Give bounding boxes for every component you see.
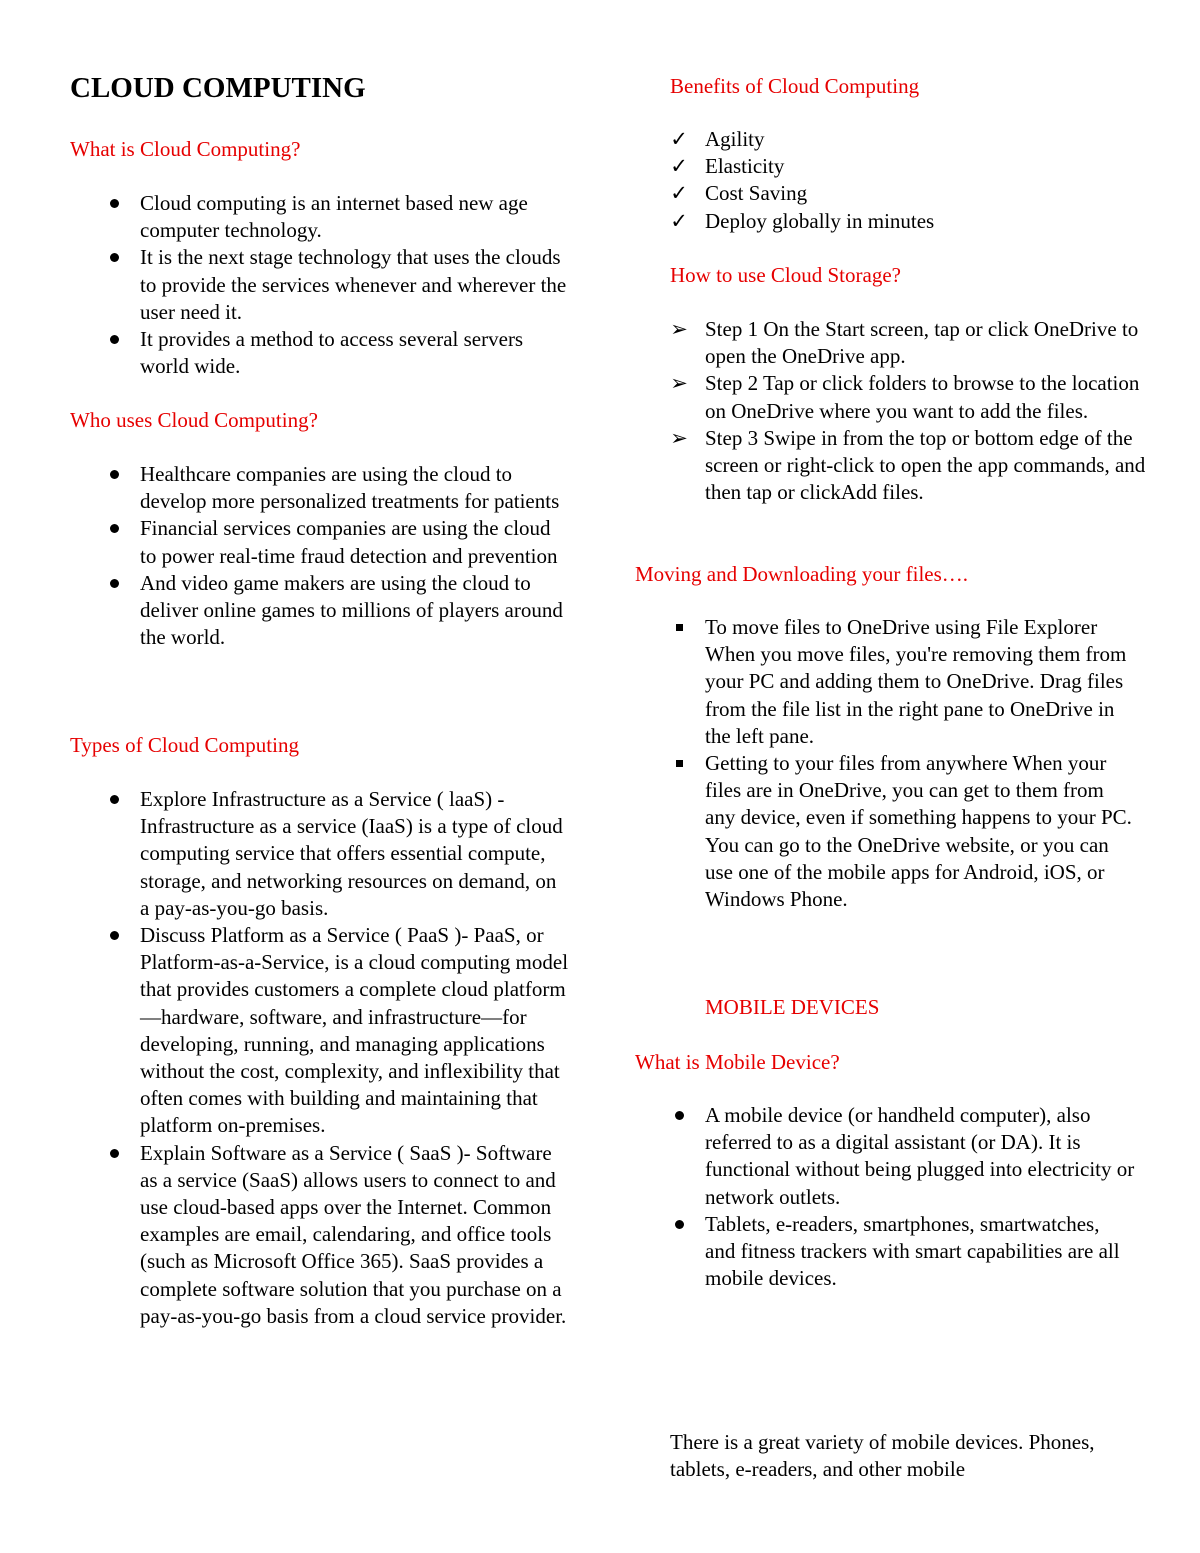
bullet-dot-icon bbox=[104, 461, 124, 488]
arrow-bullet-icon: ➢ bbox=[670, 371, 688, 396]
bullet-dot-icon bbox=[669, 1102, 689, 1129]
list-item: ➢ Step 3 Swipe in from the top or bottom edge of the screen or right-click to open the app commands, and then tap or clickAdd files. bbox=[670, 425, 1146, 505]
arrow-bullet-icon: ➢ bbox=[670, 317, 688, 341]
list-item: A mobile device (or handheld computer), also referred to as a digital assistant (or DA). It is functional without being plugged into electricity or network outlets. bbox=[635, 1102, 1135, 1211]
list-item: Cloud computing is an internet based new age computer technology. bbox=[70, 190, 570, 244]
bullet-dot-icon bbox=[104, 515, 124, 542]
who-uses-list bbox=[70, 461, 570, 651]
bullet-dot-icon bbox=[104, 922, 124, 949]
moving-list bbox=[635, 614, 1135, 913]
types-list bbox=[70, 786, 570, 1330]
list-item: ✓ Cost Saving bbox=[635, 180, 1155, 207]
square-bullet-icon bbox=[669, 750, 689, 777]
mobile-list bbox=[635, 1102, 1135, 1292]
heading-what-is-mobile: What is Mobile Device? bbox=[635, 1050, 840, 1074]
checkmark-icon: ✓ bbox=[670, 154, 688, 179]
checkmark-icon: ✓ bbox=[670, 181, 688, 206]
list-item: Tablets, e-readers, smartphones, smartwatches, and fitness trackers with smart capabilities are all mobile devices. bbox=[635, 1211, 1135, 1293]
heading-types: Types of Cloud Computing bbox=[70, 733, 299, 757]
heading-what-is-cloud: What is Cloud Computing? bbox=[70, 137, 301, 161]
bullet-dot-icon bbox=[104, 244, 124, 271]
square-bullet-icon bbox=[669, 614, 689, 641]
heading-who-uses: Who uses Cloud Computing? bbox=[70, 408, 318, 432]
document-title: CLOUD COMPUTING bbox=[70, 72, 366, 104]
bullet-dot-icon bbox=[669, 1211, 689, 1238]
list-item: To move files to OneDrive using File Explorer When you move files, you're removing them from your PC and adding them to OneDrive. Drag files from the file list in the right pane to OneDrive in the left pane. bbox=[635, 614, 1135, 750]
bullet-dot-icon bbox=[104, 570, 124, 597]
what-is-cloud-list bbox=[70, 190, 570, 380]
checkmark-icon: ✓ bbox=[670, 208, 688, 233]
list-item: It is the next stage technology that uses the clouds to provide the services whenever and wherever the user need it. bbox=[70, 244, 570, 326]
list-item: It provides a method to access several servers world wide. bbox=[70, 326, 570, 380]
list-item: ✓ Deploy globally in minutes bbox=[635, 208, 1155, 235]
list-item: Explore Infrastructure as a Service ( laaS) - Infrastructure as a service (IaaS) is a type of cloud computing service that offers essential compute, storage, and networking resources on demand, on a pay-as-you-go basis. bbox=[70, 786, 570, 922]
list-item: ✓ Agility bbox=[635, 126, 1155, 153]
checkmark-icon: ✓ bbox=[670, 127, 688, 151]
list-item: Explain Software as a Service ( SaaS )- Software as a service (SaaS) allows users to connect to and use cloud-based apps over the Internet. Common examples are email, calendaring, and office tools (such as Microsoft Office 365). SaaS provides a complete software solution that you purchase on a pay-as-you-go basis from a cloud service provider. bbox=[70, 1140, 570, 1330]
list-item: Getting to your files from anywhere When your files are in OneDrive, you can get to them from any device, even if something happens to your PC. You can go to the OneDrive website, or you can use one of the mobile apps for Android, iOS, or Windows Phone. bbox=[635, 750, 1135, 913]
list-item: ➢ Step 1 On the Start screen, tap or click OneDrive to open the OneDrive app. bbox=[670, 317, 1139, 369]
benefits-list bbox=[635, 126, 1155, 235]
list-item: ✓ Elasticity bbox=[635, 153, 1155, 180]
list-item: ➢ Step 2 Tap or click folders to browse to the location on OneDrive where you want to add the files. bbox=[670, 371, 1140, 423]
bullet-dot-icon bbox=[104, 786, 124, 813]
heading-benefits: Benefits of Cloud Computing bbox=[670, 74, 920, 98]
list-item: And video game makers are using the cloud to deliver online games to millions of players around the world. bbox=[70, 570, 570, 652]
bullet-dot-icon bbox=[104, 190, 124, 217]
list-item: Healthcare companies are using the cloud to develop more personalized treatments for patients bbox=[70, 461, 570, 515]
arrow-bullet-icon: ➢ bbox=[670, 425, 688, 450]
how-to-use-list bbox=[635, 316, 1155, 506]
list-item: Financial services companies are using the cloud to power real-time fraud detection and prevention bbox=[70, 515, 570, 569]
bullet-dot-icon bbox=[104, 326, 124, 353]
mobile-devices-title: MOBILE DEVICES bbox=[705, 995, 880, 1019]
closing-paragraph: There is a great variety of mobile devices. Phones, tablets, e-readers, and other mobile bbox=[670, 1430, 1095, 1482]
heading-how-to-use: How to use Cloud Storage? bbox=[670, 263, 901, 287]
bullet-dot-icon bbox=[104, 1140, 124, 1167]
list-item: Discuss Platform as a Service ( PaaS )- PaaS, or Platform-as-a-Service, is a cloud computing model that provides customers a complete cloud platform—hardware, software, and infrastructure—for developing, running, and managing applications without the cost, complexity, and inflexibility that often comes with building and maintaining that platform on-premises. bbox=[70, 922, 570, 1140]
heading-moving: Moving and Downloading your files…. bbox=[635, 562, 969, 586]
